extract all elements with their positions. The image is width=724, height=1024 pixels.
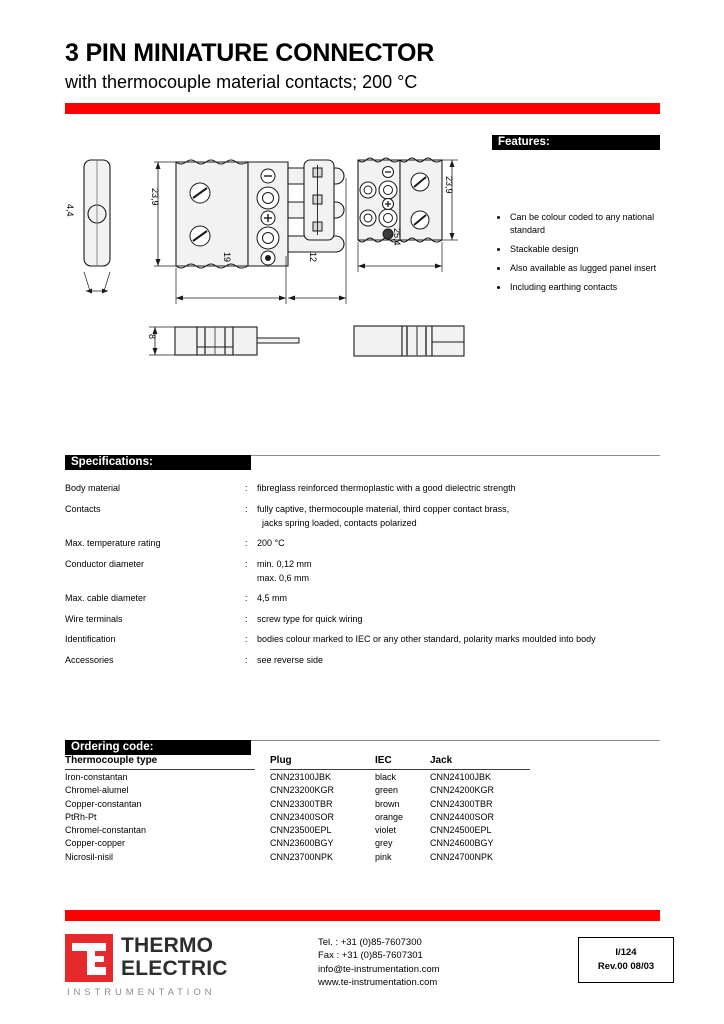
cell-plug: CNN23200KGR [270,785,335,796]
spec-separator: : [245,654,248,665]
dim-plug-body-length: 19 [222,252,232,263]
spec-row-conductor-diameter-cont [65,573,665,584]
spec-separator: : [245,634,248,644]
dim-side-height: 8 [147,334,157,340]
spec-value: max. 0,6 mm [257,572,310,583]
cell-type: Copper-constantan [65,798,142,809]
spec-row-max-temperature [65,538,665,549]
contact-fax: Fax : +31 (0)85-7607301 [318,950,423,962]
spec-value: min. 0,12 mm [257,558,312,569]
spec-value: fully captive, thermocouple material, third copper contact brass, [257,503,510,514]
spec-label: Wire terminals [65,613,123,624]
table-row [65,772,665,785]
jack-technical-drawing [300,148,480,298]
features-list [497,211,677,300]
logo-line-1: THERMO [121,934,214,957]
header-underline-right [270,769,530,770]
cell-type: Copper-copper [65,838,126,849]
dim-jack-length: 25,4 [392,228,402,246]
spec-row-contacts-cont [65,518,665,529]
cell-jack: CNN24300TBR [430,798,493,809]
spec-separator-empty [245,518,257,529]
spec-label-empty [65,573,245,584]
table-row [65,799,665,812]
document-code: I/124 [615,947,637,958]
page-header [65,38,665,94]
spec-value: 4,5 mm [257,593,288,603]
cell-jack: CNN24100JBK [430,772,492,782]
spec-label: Contacts [65,503,101,514]
column-header-jack: Jack [430,755,453,766]
page-subtitle: with thermocouple material contacts; 200 °C [65,72,418,92]
contact-info [318,936,440,989]
plug-side-svg [145,315,310,375]
spec-label-empty [65,518,245,529]
spec-label: Accessories [65,654,114,665]
cell-plug: CNN23100JBK [270,772,332,782]
logo-wordmark [121,935,228,979]
list-item: • Stackable design [509,243,677,256]
cell-jack: CNN24600BGY [430,838,494,849]
dim-plug-height: 23,9 [150,188,160,206]
spec-value: see reverse side [257,654,324,665]
cell-type: Chromel-alumel [65,785,129,796]
table-header-row [65,755,665,772]
cell-plug: CNN23700NPK [270,851,334,862]
cell-iec: brown [375,798,400,809]
spec-label: Max. cable diameter [65,593,147,603]
header-underline-left [65,769,255,770]
spec-label: Conductor diameter [65,558,145,569]
plug-side-view-drawing [145,315,310,375]
cell-plug: CNN23300TBR [270,798,333,809]
spec-row-identification [65,634,665,645]
ordering-code-heading: Ordering code: [65,740,251,755]
contact-tel: Tel. : +31 (0)85-7607300 [318,937,422,948]
cell-iec: black [375,772,397,782]
contact-website[interactable]: www.te-instrumentation.com [318,976,438,988]
cell-plug: CNN23600BGY [270,838,334,849]
spec-label: Max. temperature rating [65,538,161,548]
spec-row-contacts [65,504,665,515]
spec-separator: : [245,558,248,569]
spec-value: screw type for quick wiring [257,613,363,624]
jack-side-view-drawing [350,318,475,368]
footer-accent-bar [65,910,660,921]
te-monogram-icon [65,934,113,982]
spec-value: bodies colour marked to IEC or any other standard, polarity marks moulded into body [257,634,596,644]
te-monogram-svg [65,934,113,982]
spec-separator-empty [245,573,257,584]
features-heading: Features: [492,135,660,150]
table-row [65,825,665,838]
logo-line-2: ELECTRIC [121,957,228,980]
spec-separator: : [245,593,248,603]
table-row [65,838,665,851]
document-revision-box [578,937,674,983]
spec-label: Body material [65,483,121,493]
specifications-heading: Specifications: [65,455,251,470]
cell-jack: CNN24700NPK [430,851,494,862]
spec-row-body-material [65,483,665,494]
spec-row-accessories [65,655,665,666]
table-row [65,852,665,865]
cell-jack: CNN24200KGR [430,785,495,796]
column-header-type: Thermocouple type [65,755,158,766]
spec-separator: : [245,538,248,548]
spec-separator: : [245,483,248,493]
cell-iec: violet [375,825,397,836]
ordering-code-table [65,755,665,865]
jack-side-svg [350,318,475,368]
column-header-plug: Plug [270,755,292,766]
spec-value: fibreglass reinforced thermoplastic with a good dielectric strength [257,483,516,493]
page-title: 3 PIN MINIATURE CONNECTOR [65,39,435,67]
specifications-rule [251,455,660,456]
logo-tagline: INSTRUMENTATION [67,987,216,998]
jack-drawing-svg [300,148,480,298]
cell-iec: grey [375,838,393,849]
list-item: • Including earthing contacts [509,281,677,294]
spec-value: jacks spring loaded, contacts polarized [262,517,417,528]
header-accent-bar [65,103,660,114]
column-header-iec: IEC [375,755,392,766]
spec-row-max-cable-diameter [65,593,665,604]
cell-type: Nicrosil-nisil [65,851,114,862]
spec-separator: : [245,613,248,624]
document-revision: Rev.00 08/03 [597,961,655,972]
cell-plug: CNN23400SOR [270,811,335,822]
cell-plug: CNN23500EPL [270,825,332,836]
spec-row-conductor-diameter [65,559,665,570]
cell-iec: orange [375,811,404,822]
cell-type: PtRh-Pt [65,811,97,822]
dim-plug-pin-length: 12 [308,252,318,263]
spec-label: Identification [65,634,116,644]
list-item: • Also available as lugged panel insert [509,262,677,275]
cell-jack: CNN24400SOR [430,811,495,822]
table-row [65,785,665,798]
cell-type: Chromel-constantan [65,825,147,836]
cell-iec: green [375,785,399,796]
cell-iec: pink [375,851,392,862]
ordering-code-rule [251,740,660,741]
cell-jack: CNN24500EPL [430,825,492,836]
specifications-table [65,483,665,675]
spec-separator: : [245,503,248,514]
dim-jack-height: 23,9 [444,176,454,194]
cell-type: Iron-constantan [65,772,128,782]
spec-value: 200 °C [257,538,285,548]
contact-email[interactable]: info@te-instrumentation.com [318,963,440,975]
spec-row-wire-terminals [65,614,665,625]
table-row [65,812,665,825]
dim-plug-end-width: 4,4 [65,204,75,217]
list-item: • Can be colour coded to any national standard [509,211,677,236]
